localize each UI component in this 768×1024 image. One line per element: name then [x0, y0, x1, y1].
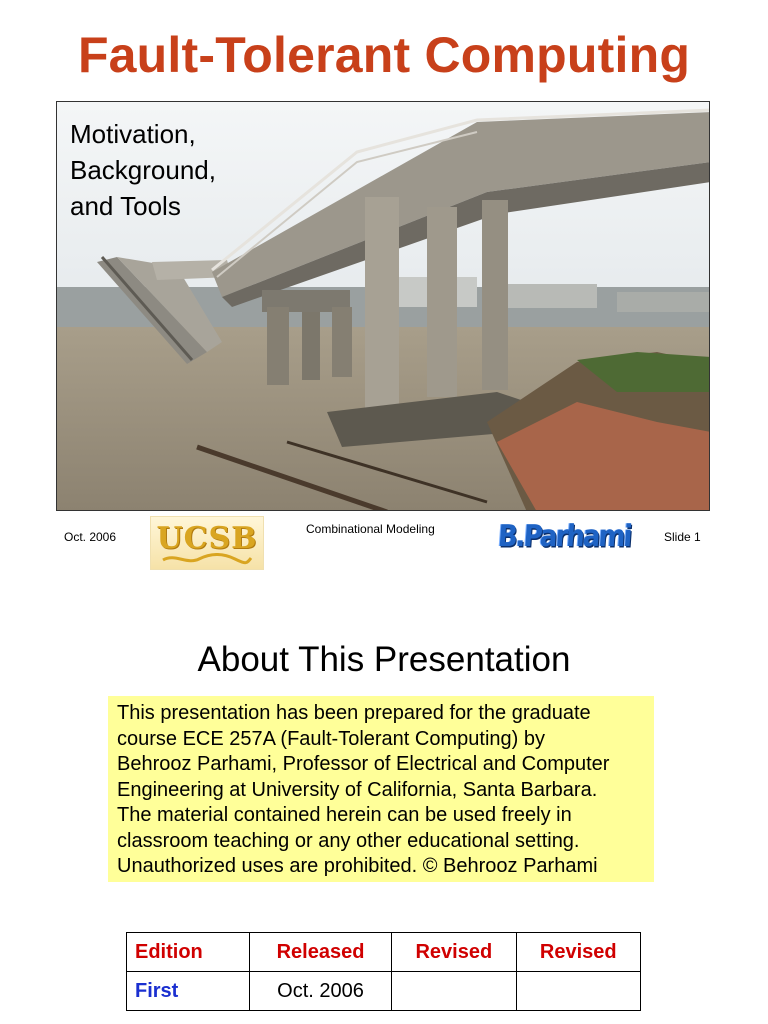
ucsb-logo-text: UCSB [156, 521, 258, 556]
about-text-box [108, 696, 654, 882]
about-line: course ECE 257A (Fault-Tolerant Computing) by [117, 727, 545, 750]
about-line: Behrooz Parhami, Professor of Electrical and Computer [117, 753, 610, 775]
photo-caption-line: Background, [70, 155, 216, 185]
slide-number: Slide 1 [664, 530, 701, 544]
footer-date: Oct. 2006 [64, 530, 117, 544]
slide-title: Fault-Tolerant Computing [77, 27, 691, 83]
photo-caption-line: Motivation, [70, 119, 196, 149]
about-line: classroom teaching or any other educational setting. [117, 829, 580, 852]
author-signature-text: B.Parhami [496, 519, 632, 555]
footer-topic: Combinational Modeling [306, 522, 435, 536]
about-line: This presentation has been prepared for the graduate [117, 702, 591, 724]
author-signature-logo [496, 518, 632, 568]
about-line: Engineering at University of California, Santa Barbara. [117, 778, 598, 801]
about-heading: About This Presentation [197, 640, 571, 679]
released-cell: Oct. 2006 [249, 972, 391, 1011]
header-edition: Edition [127, 933, 250, 972]
editions-table [126, 932, 641, 1011]
edition-cell: First [127, 972, 250, 1011]
photo-caption [70, 116, 216, 224]
header-revised: Revised [516, 933, 640, 972]
header-revised: Revised [392, 933, 516, 972]
ucsb-logo [150, 516, 264, 570]
revised-cell [392, 972, 516, 1011]
table-row [127, 972, 641, 1011]
revised-cell [516, 972, 640, 1011]
table-header-row [127, 933, 641, 972]
wave-icon [161, 553, 253, 565]
photo-caption-line: and Tools [70, 191, 181, 221]
header-released: Released [249, 933, 391, 972]
about-line: Unauthorized uses are prohibited. © Behrooz Parhami [117, 855, 598, 877]
about-line: The material contained herein can be used freely in [117, 804, 572, 826]
